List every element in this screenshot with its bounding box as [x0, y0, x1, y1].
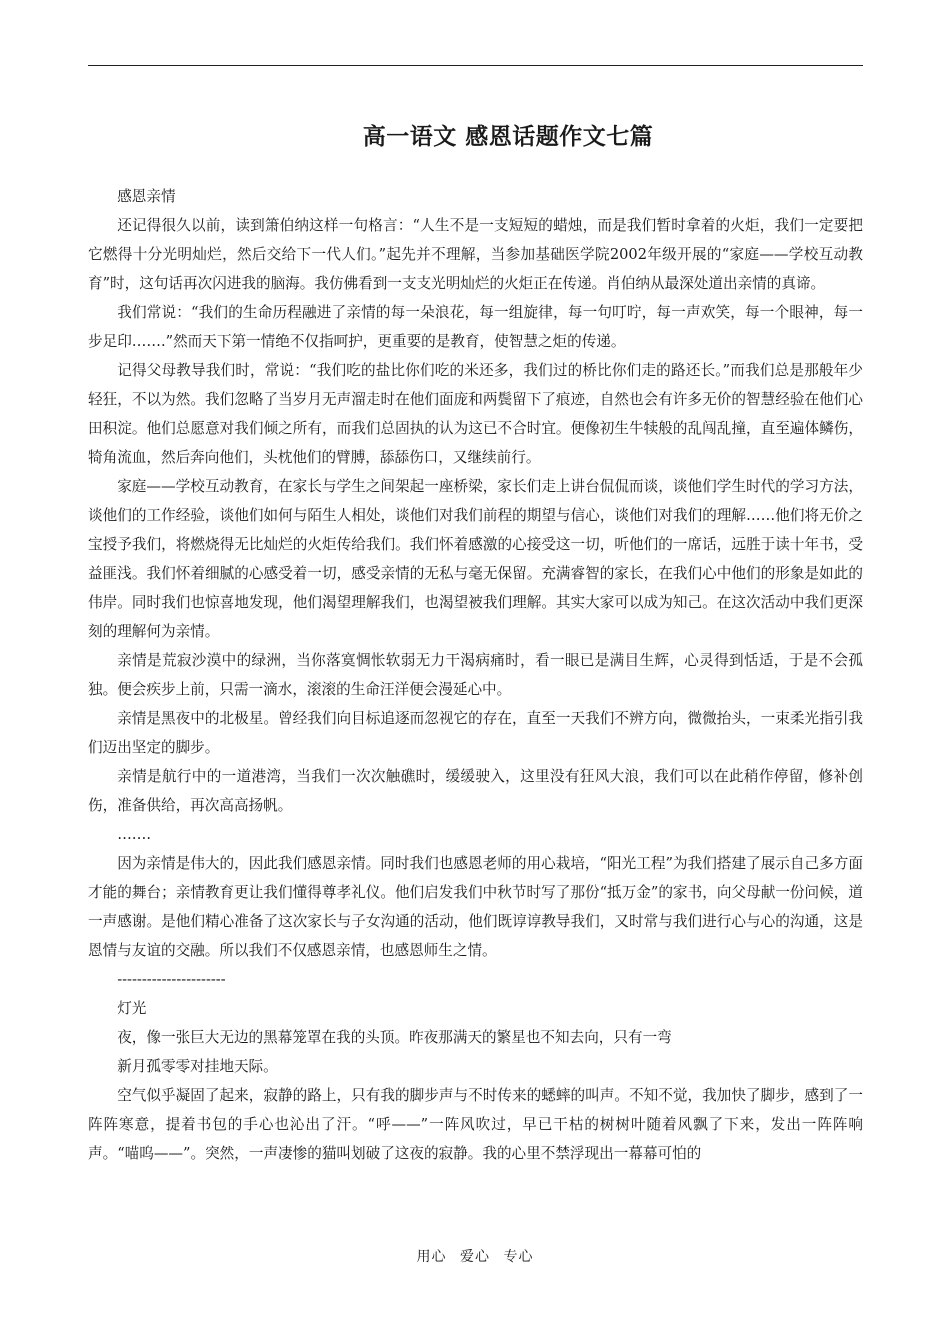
section-heading: 灯光	[117, 1000, 147, 1017]
paragraph: 新月孤零零对挂地天际。	[117, 1058, 278, 1075]
ellipsis-line: …….	[117, 826, 152, 843]
page-footer	[0, 1246, 950, 1266]
footer-word: 爱心	[460, 1249, 490, 1265]
footer-word: 专心	[503, 1249, 534, 1265]
paragraph: 还记得很久以前，读到箫伯纳这样一句格言：“人生不是一支短短的蜡烛，而是我们暂时拿着的火炬，我们一定要把它燃得十分光明灿烂，然后交给下一代人们。”起先并不理解，当参加基础医学院2002年级开展的“家庭——学校互动教育”时，这句话再次闪进我的脑海。我仿佛看到一支支光明灿烂的火炬正在传递。肖伯纳从最深处道出亲情的真谛。	[88, 217, 863, 292]
paragraph: 亲情是荒寂沙漠中的绿洲，当你落寞惆怅软弱无力干渴病痛时，看一眼已是满目生辉，心灵得到恬适，于是不会孤独。便会疾步上前，只需一滴水，滚滚的生命汪洋便会漫延心中。	[88, 652, 863, 698]
page-title: 高一语文 感恩话题作文七篇	[362, 124, 654, 150]
paragraph: 我们常说：“我们的生命历程融进了亲情的每一朵浪花，每一组旋律，每一句叮咛，每一声欢笑，每一个眼神，每一步足印…….”然而天下第一情绝不仅指呵护，更重要的是教育，使智慧之炬的传递。	[88, 304, 863, 350]
section-separator: ----------------------	[117, 971, 226, 988]
paragraph: 因为亲情是伟大的，因此我们感恩亲情。同时我们也感恩老师的用心栽培，“阳光工程”为我们搭建了展示自己多方面才能的舞台；亲情教育更让我们懂得尊孝礼仪。他们启发我们中秋节时写了那份“抵万金”的家书，向父母献一份问候，道一声感谢。是他们精心准备了这次家长与子女沟通的活动，他们既谆谆教导我们，又时常与我们进行心与心的沟通，这是恩情与友谊的交融。所以我们不仅感恩亲情，也感恩师生之情。	[88, 855, 863, 959]
paragraph: 亲情是黑夜中的北极星。曾经我们向目标追逐而忽视它的存在，直至一天我们不辨方向，微微抬头，一束柔光指引我们迈出坚定的脚步。	[88, 710, 863, 756]
document-body	[88, 182, 863, 1168]
paragraph: 夜，像一张巨大无边的黑幕笼罩在我的头顶。昨夜那满天的繁星也不知去向，只有一弯	[117, 1029, 672, 1046]
paragraph: 空气似乎凝固了起来，寂静的路上，只有我的脚步声与不时传来的蟋蟀的叫声。不知不觉，我加快了脚步，感到了一阵阵寒意，提着书包的手心也沁出了汗。“呼——”一阵风吹过，早已干枯的树树叶随着风飘了下来，发出一阵阵响声。“喵呜——”。突然，一声凄惨的猫叫划破了这夜的寂静。我的心里不禁浮现出一幕幕可怕的	[88, 1087, 863, 1162]
paragraph: 家庭——学校互动教育，在家长与学生之间架起一座桥梁，家长们走上讲台侃侃而谈，谈他们学生时代的学习方法，谈他们的工作经验，谈他们如何与陌生人相处，谈他们对我们前程的期望与信心，谈他们对我们的理解……他们将无价之宝授予我们，将燃烧得无比灿烂的火炬传给我们。我们怀着感激的心接受这一切，听他们的一席话，远胜于读十年书，受益匪浅。我们怀着细腻的心感受着一切，感受亲情的无私与毫无保留。充满睿智的家长，在我们心中他们的形象是如此的伟岸。同时我们也惊喜地发现，他们渴望理解我们，也渴望被我们理解。其实大家可以成为知己。在这次活动中我们更深刻的理解何为亲情。	[88, 478, 863, 640]
footer-word: 用心	[416, 1249, 447, 1265]
paragraph: 亲情是航行中的一道港湾，当我们一次次触礁时，缓缓驶入，这里没有狂风大浪，我们可以在此稍作停留，修补创伤，准备供给，再次高高扬帆。	[88, 768, 863, 814]
section-heading: 感恩亲情	[117, 188, 176, 205]
header-rule	[88, 65, 863, 66]
paragraph: 记得父母教导我们时，常说：“我们吃的盐比你们吃的米还多，我们过的桥比你们走的路还长。”而我们总是那般年少轻狂，不以为然。我们忽略了当岁月无声溜走时在他们面庞和两鬓留下了痕迹，自然也会有许多无价的智慧经验在他们心田积淀。他们总愿意对我们倾之所有，而我们总固执的认为这已不合时宜。便像初生牛犊般的乱闯乱撞，直至遍体鳞伤，犄角流血，然后奔向他们，头枕他们的臂膊，舔舔伤口，又继续前行。	[88, 362, 863, 466]
